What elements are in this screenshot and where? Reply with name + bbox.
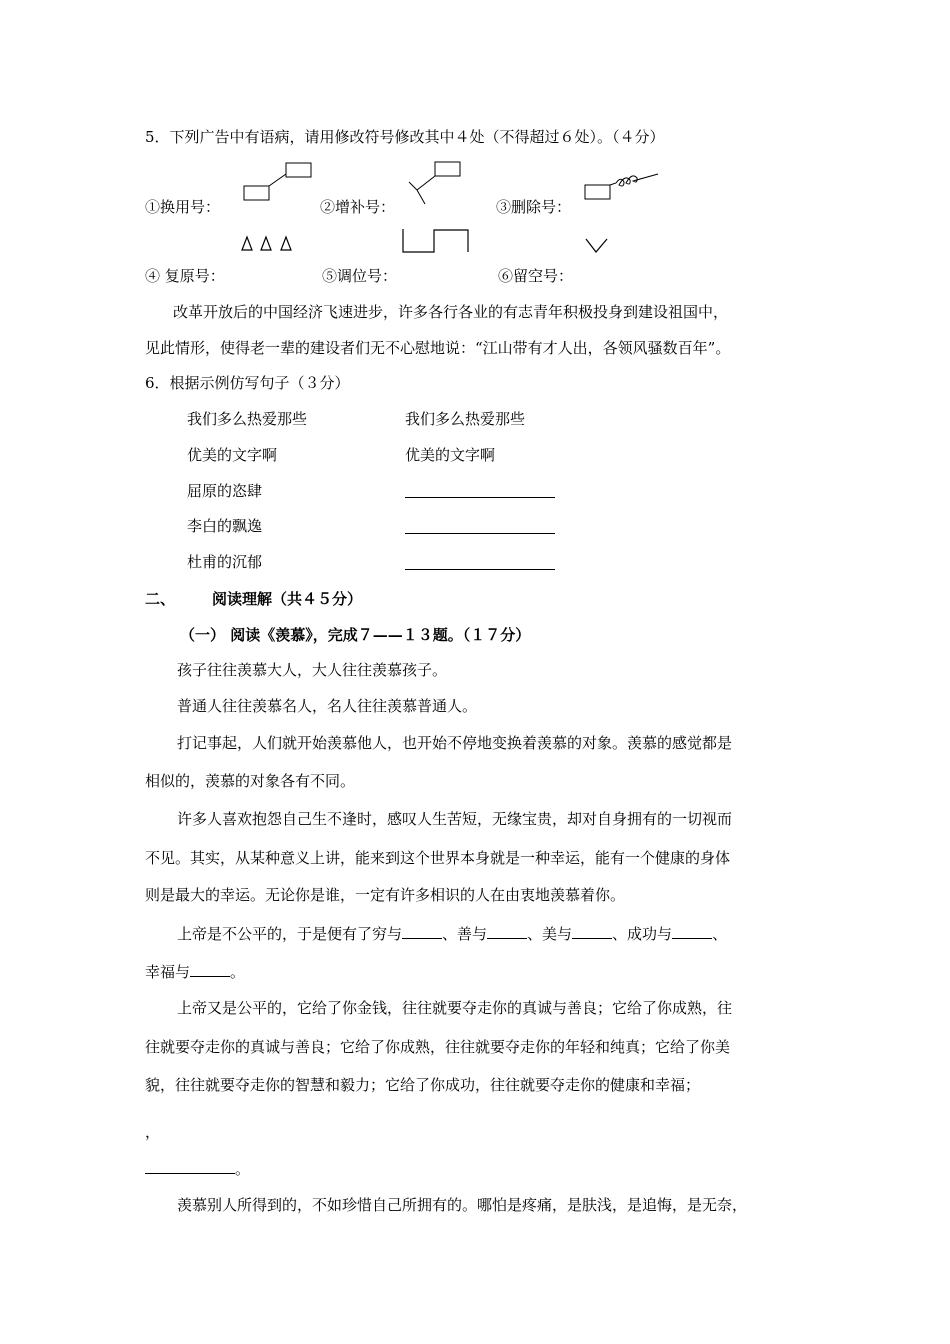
fill-blank-happiness[interactable] (190, 961, 230, 977)
passage-paragraph-2: 普通人往往羡慕名人，名人往往羡慕普通人。 (177, 697, 478, 715)
fill-blank-success[interactable] (672, 923, 712, 939)
space-mark-icon (585, 238, 610, 254)
fill-text-2: 、善与 (442, 925, 488, 943)
example-line-2: 优美的文字啊 (187, 446, 278, 464)
passage-paragraph-5-line-1 (177, 923, 727, 944)
fill-text-5: 、 (712, 925, 728, 943)
example-line-3: 屈原的恣肆 (187, 482, 263, 500)
symbol-transpose-label: ⑤调位号： (322, 267, 398, 285)
example-line-4: 李白的飘逸 (187, 517, 263, 535)
fill-blank-sentence[interactable] (145, 1158, 235, 1174)
question-6-title: 6．根据示例仿写句子（３分） (145, 374, 350, 392)
fill-text-6: 幸福与 (145, 963, 191, 981)
passage-paragraph-7-line-1: 羡慕别人所得到的，不如珍惜自己所拥有的。哪怕是疼痛，是肤浅，是追悔，是无奈， (177, 1196, 748, 1214)
symbol-delete-label: ③删除号： (496, 198, 572, 216)
passage-paragraph-6-line-1: 上帝又是公平的，它给了你金钱，往往就要夺走你的真诚与善良；它给了你成熟，往 (177, 999, 733, 1017)
passage-paragraph-6-blank-line (145, 1158, 250, 1179)
imitation-line-1: 我们多么热爱那些 (405, 410, 526, 428)
answer-blank-2[interactable] (405, 533, 555, 534)
passage-paragraph-6-line-3: 貌，往往就要夺走你的智慧和毅力；它给了你成功，往往就要夺走你的健康和幸福； (145, 1076, 701, 1094)
answer-blank-3[interactable] (405, 569, 555, 570)
symbol-replace-label: ①换用号： (145, 198, 221, 216)
fill-text-1: 上帝是不公平的，于是便有了穷与 (177, 925, 403, 943)
delete-mark-icon (583, 172, 663, 207)
fill-text-8: 。 (235, 1160, 251, 1178)
subsection-heading: （一） 阅读《羡慕》，完成７——１３题。（１７分） (180, 626, 531, 644)
fill-blank-poor[interactable] (402, 923, 442, 939)
fill-text-4: 、成功与 (612, 925, 673, 943)
passage-paragraph-6-comma: ， (145, 1123, 161, 1141)
replace-mark-icon (243, 160, 313, 205)
example-line-1: 我们多么热爱那些 (187, 410, 308, 428)
fill-text-3: 、美与 (527, 925, 573, 943)
section-number: 二、 (145, 590, 176, 608)
ad-text-line-1: 改革开放后的中国经济飞速进步，许多各行各业的有志青年积极投身到建设祖国中， (173, 303, 729, 321)
passage-paragraph-6-line-2: 往就要夺走你的真诚与善良；它给了你成熟，往往就要夺走你的年轻和纯真；它给了你美 (145, 1038, 731, 1056)
passage-paragraph-5-line-2 (145, 961, 245, 982)
fill-text-7: 。 (230, 963, 246, 981)
passage-paragraph-3-line-1: 打记事起，人们就开始羡慕他人，也开始不停地变换着羡慕的对象。羡慕的感觉都是 (177, 734, 733, 752)
symbol-space-label: ⑥留空号： (498, 267, 574, 285)
answer-blank-1[interactable] (405, 497, 555, 498)
example-line-5: 杜甫的沉郁 (187, 553, 263, 571)
section-heading: 阅读理解（共４５分） (212, 590, 363, 608)
fill-blank-beauty[interactable] (572, 923, 612, 939)
passage-paragraph-4-line-2: 不见。其实，从某种意义上讲，能来到这个世界本身就是一种幸运，能有一个健康的身体 (145, 849, 731, 867)
symbol-insert-label: ②增补号： (320, 198, 396, 216)
passage-paragraph-4-line-3: 则是最大的幸运。无论你是谁，一定有许多相识的人在由衷地羡慕着你。 (145, 886, 626, 904)
ad-text-line-2: 见此情形，使得老一辈的建设者们无不心慰地说：“江山带有才人出，各领风骚数百年”。 (145, 339, 731, 357)
passage-paragraph-1: 孩子往往羡慕大人，大人往往羡慕孩子。 (177, 661, 448, 679)
restore-mark-icon (241, 236, 301, 254)
transpose-mark-icon (400, 227, 472, 255)
fill-blank-good[interactable] (487, 923, 527, 939)
symbol-restore-label: ④ 复原号： (145, 267, 225, 285)
passage-paragraph-3-line-2: 相似的，羡慕的对象各有不同。 (145, 772, 356, 790)
imitation-line-2: 优美的文字啊 (405, 446, 496, 464)
insert-mark-icon (405, 160, 465, 205)
question-5-title: 5．下列广告中有语病，请用修改符号修改其中４处（不得超过６处）。（４分） (145, 128, 665, 146)
passage-paragraph-4-line-1: 许多人喜欢抱怨自己生不逢时，感叹人生苦短，无缘宝贵，却对自身拥有的一切视而 (177, 810, 733, 828)
